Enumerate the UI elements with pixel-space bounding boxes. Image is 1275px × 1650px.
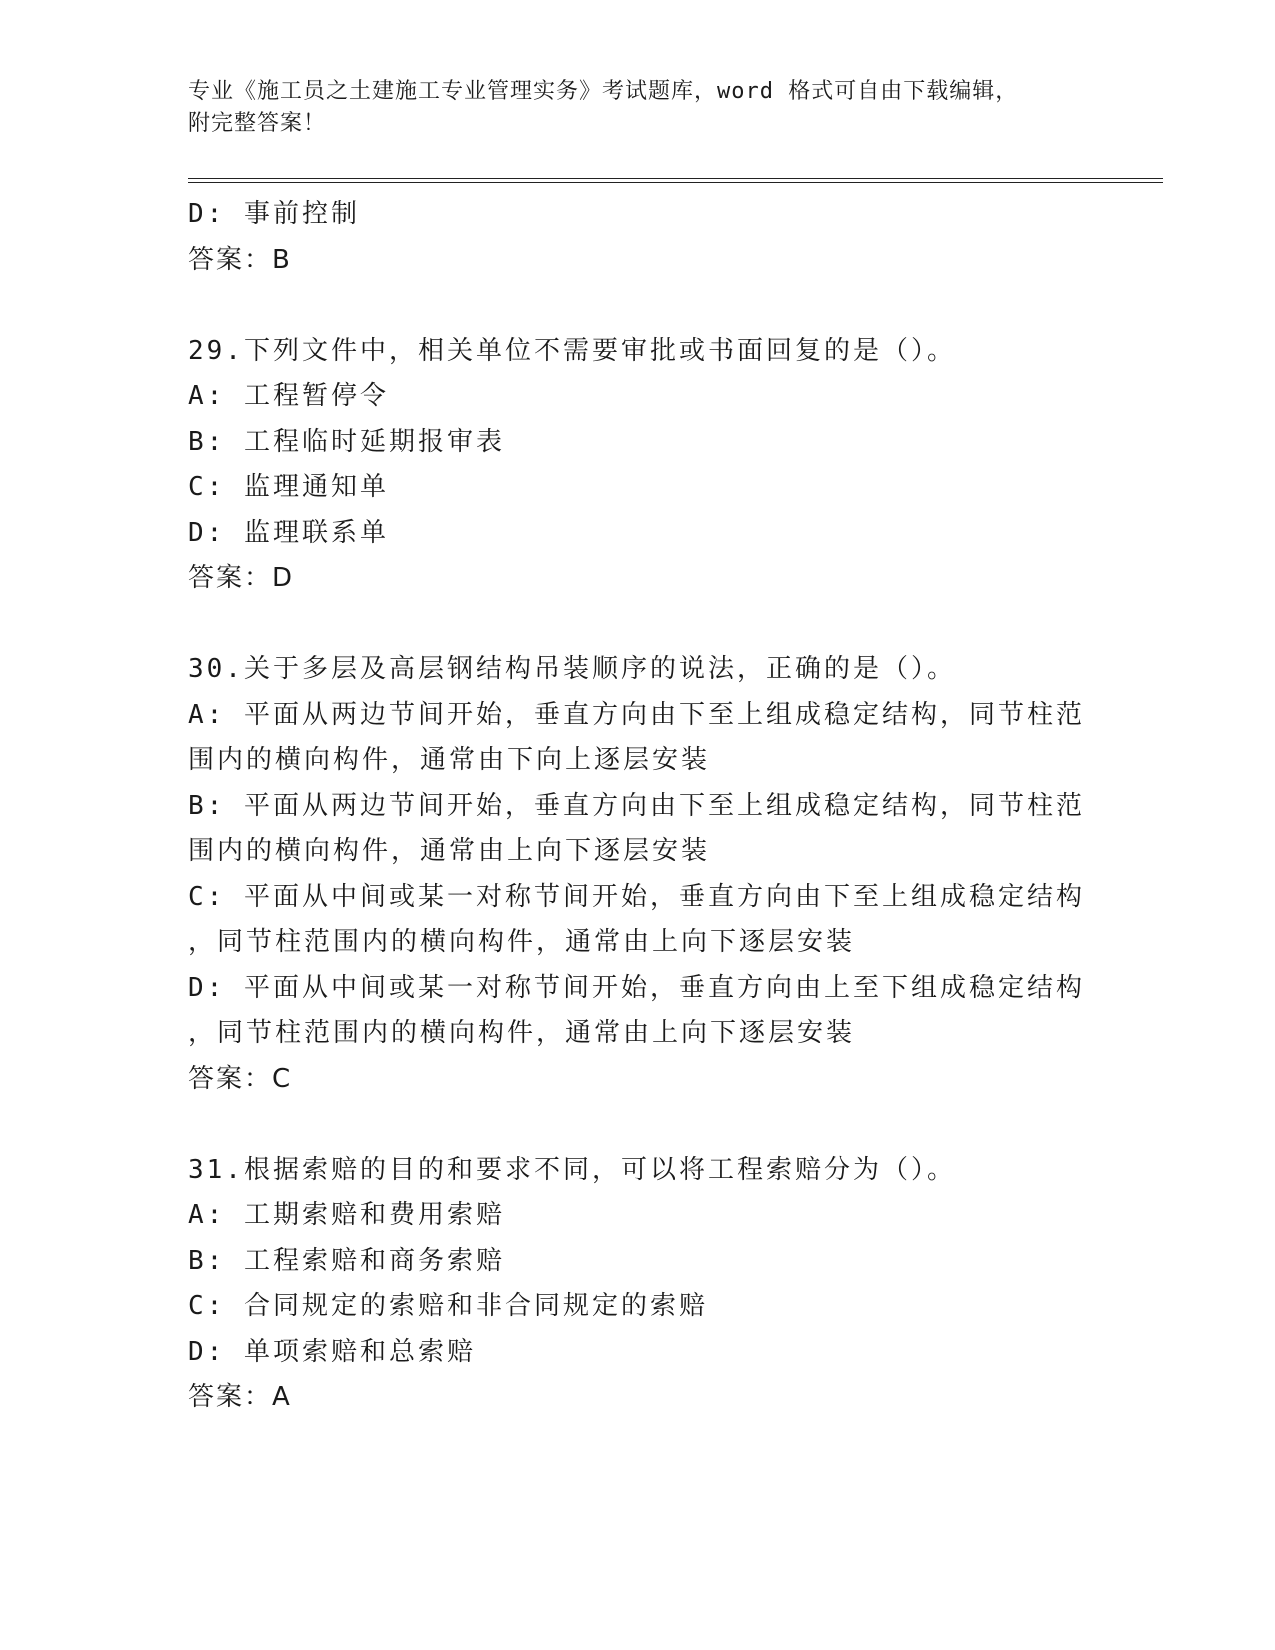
option-d: D: 事前控制 bbox=[188, 199, 360, 229]
question-stem: 29.下列文件中，相关单位不需要审批或书面回复的是（）。 bbox=[188, 335, 956, 366]
answer-line: 答案：D bbox=[188, 563, 295, 593]
answer-line: 答案：A bbox=[188, 1382, 292, 1412]
option-b: B: 工程索赔和商务索赔 bbox=[188, 1245, 505, 1276]
option-b-line-2: 围内的横向构件，通常由上向下逐层安装 bbox=[188, 836, 711, 866]
header-line-2: 附完整答案！ bbox=[188, 111, 327, 136]
option-a-line-2: 围内的横向构件，通常由下向上逐层安装 bbox=[188, 745, 711, 775]
option-a: A: 工程暂停令 bbox=[188, 381, 389, 411]
option-b: B: 工程临时延期报审表 bbox=[188, 426, 505, 457]
option-a: A: 工期索赔和费用索赔 bbox=[188, 1200, 505, 1230]
option-d: D: 单项索赔和总索赔 bbox=[188, 1336, 476, 1367]
question-list bbox=[188, 192, 1088, 1421]
option-d: D: 监理联系单 bbox=[188, 517, 389, 548]
option-d-line-1: D: 平面从中间或某一对称节间开始，垂直方向由上至下组成稳定结构 bbox=[188, 972, 1085, 1003]
question-stem: 31.根据索赔的目的和要求不同，可以将工程索赔分为（）。 bbox=[188, 1154, 956, 1185]
option-c: C: 监理通知单 bbox=[188, 472, 389, 502]
spacer bbox=[188, 1102, 1088, 1148]
header-line-1: 专业《施工员之土建施工专业管理实务》考试题库，word 格式可自由下载编辑， bbox=[188, 79, 1019, 104]
question-31 bbox=[188, 1148, 1088, 1421]
option-c: C: 合同规定的索赔和非合同规定的索赔 bbox=[188, 1291, 708, 1321]
option-a-line-1: A: 平面从两边节间开始，垂直方向由下至上组成稳定结构，同节柱范 bbox=[188, 699, 1085, 730]
question-30 bbox=[188, 647, 1088, 1102]
option-d-line-2: ，同节柱范围内的横向构件，通常由上向下逐层安装 bbox=[188, 1018, 856, 1048]
question-29 bbox=[188, 329, 1088, 602]
header-divider bbox=[188, 178, 1163, 183]
question-stem: 30.关于多层及高层钢结构吊装顺序的说法，正确的是（）。 bbox=[188, 654, 956, 684]
option-b-line-1: B: 平面从两边节间开始，垂直方向由下至上组成稳定结构，同节柱范 bbox=[188, 790, 1085, 821]
option-c-line-2: ，同节柱范围内的横向构件，通常由上向下逐层安装 bbox=[188, 927, 856, 957]
document-header bbox=[188, 76, 1068, 140]
answer-line: 答案：C bbox=[188, 1063, 293, 1094]
answer-line: 答案：B bbox=[188, 244, 292, 275]
spacer bbox=[188, 602, 1088, 648]
spacer bbox=[188, 283, 1088, 329]
option-c-line-1: C: 平面从中间或某一对称节间开始，垂直方向由下至上组成稳定结构 bbox=[188, 881, 1085, 912]
